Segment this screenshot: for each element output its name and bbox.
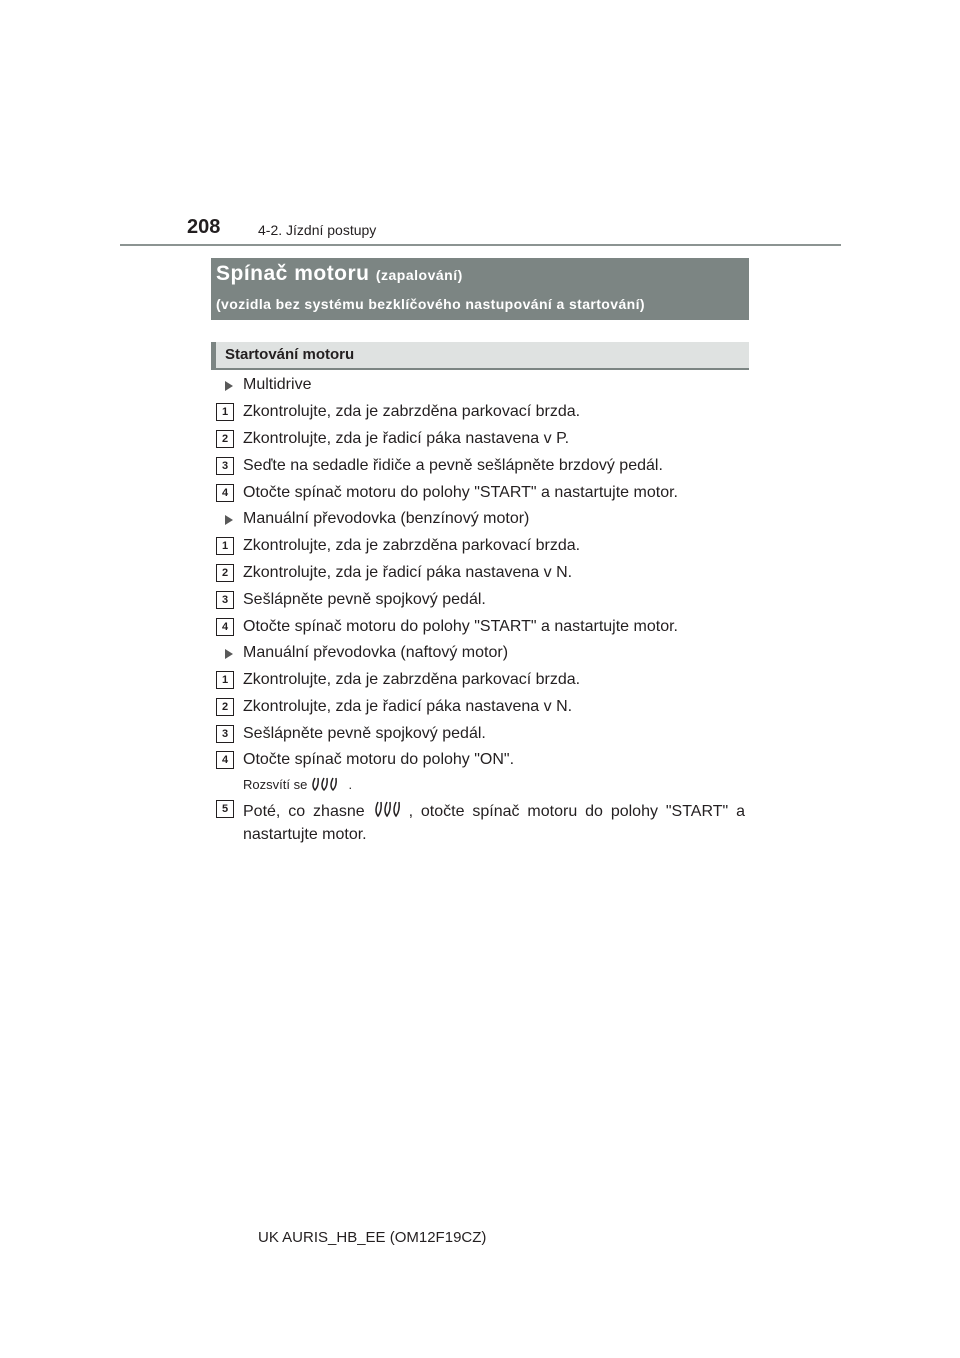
step5-after: , otočte spínač motoru do polohy "START" a nastartujte motor. <box>243 803 745 843</box>
triangle-bullet-icon <box>225 515 233 525</box>
chapter-title: 4-2. Jízdní postupy <box>258 222 377 238</box>
section-header-bar <box>211 342 216 368</box>
step-text: Zkontrolujte, zda je řadicí páka nastavena v P. <box>243 430 570 447</box>
glow-plug-indicator-icon <box>311 776 345 795</box>
step-number: 2 <box>216 564 234 582</box>
header-divider <box>120 244 841 246</box>
step-text: Otočte spínač motoru do polohy "START" a nastartujte motor. <box>243 618 678 635</box>
step-text: Seďte na sedadle řidiče a pevně sešlápněte brzdový pedál. <box>243 457 663 474</box>
note-after: . <box>348 776 353 792</box>
step-text: Zkontrolujte, zda je řadicí páka nastavena v N. <box>243 564 573 581</box>
footer-model: UK AURIS_HB_EE (OM12F19CZ) <box>258 1229 487 1246</box>
group-heading-text: Multidrive <box>243 376 312 393</box>
step-number: 5 <box>216 800 234 818</box>
step-number: 2 <box>216 698 234 716</box>
page-subtitle: (vozidla bez systému bezklíčového nastupování a startování) <box>216 296 645 312</box>
step-number: 3 <box>216 725 234 743</box>
section-header-label: Startování motoru <box>225 346 355 363</box>
section-header <box>211 342 749 370</box>
step-number: 1 <box>216 403 234 421</box>
note-text <box>243 776 352 795</box>
title-main: Spínač motoru <box>216 262 370 285</box>
step-text: Otočte spínač motoru do polohy "ON". <box>243 751 515 768</box>
step5-before: Poté, co zhasne <box>243 803 365 821</box>
step-text: Zkontrolujte, zda je řadicí páka nastavena v N. <box>243 698 573 715</box>
step-number: 3 <box>216 591 234 609</box>
step-number: 4 <box>216 484 234 502</box>
group-heading-text: Manuální převodovka (naftový motor) <box>243 644 509 661</box>
step-text: Sešlápněte pevně spojkový pedál. <box>243 591 486 608</box>
step-text: Zkontrolujte, zda je zabrzděna parkovací brzda. <box>243 537 581 554</box>
page-title <box>216 262 463 286</box>
step-number: 2 <box>216 430 234 448</box>
title-box <box>211 258 749 320</box>
step-number: 4 <box>216 751 234 769</box>
triangle-bullet-icon <box>225 649 233 659</box>
step-text: Zkontrolujte, zda je zabrzděna parkovací brzda. <box>243 671 581 688</box>
step-number: 1 <box>216 671 234 689</box>
step-number: 4 <box>216 618 234 636</box>
page-number: 208 <box>187 216 221 238</box>
step-text: Zkontrolujte, zda je zabrzděna parkovací brzda. <box>243 403 581 420</box>
triangle-bullet-icon <box>225 381 233 391</box>
step-text <box>243 800 745 845</box>
group-heading-text: Manuální převodovka (benzínový motor) <box>243 510 530 527</box>
note-before: Rozsvítí se <box>243 776 308 792</box>
title-main-small: (zapalování) <box>375 267 463 283</box>
step-number: 1 <box>216 537 234 555</box>
step-text: Sešlápněte pevně spojkový pedál. <box>243 725 486 742</box>
glow-plug-indicator-icon <box>373 800 409 824</box>
step-number: 3 <box>216 457 234 475</box>
step-text: Otočte spínač motoru do polohy "START" a nastartujte motor. <box>243 484 678 501</box>
